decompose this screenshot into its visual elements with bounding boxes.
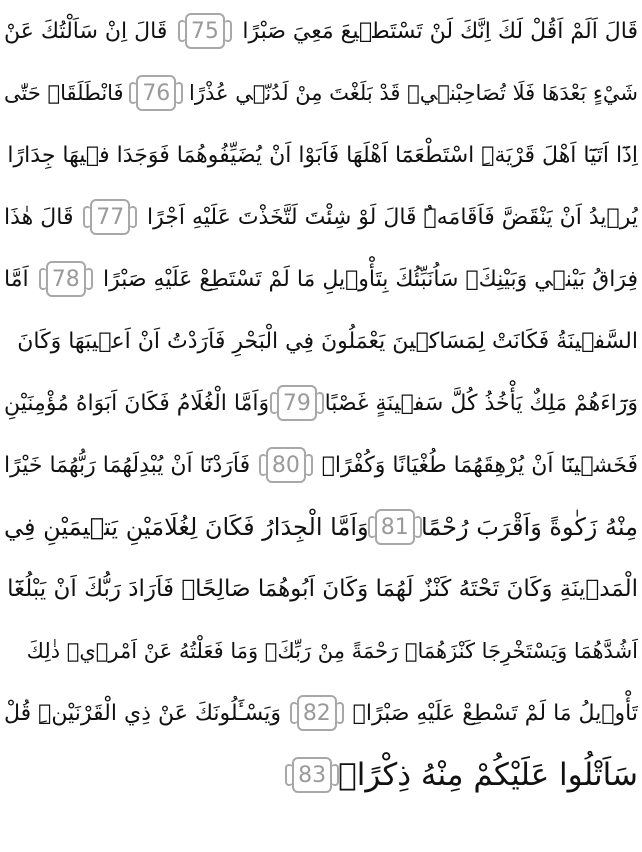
verse-line bbox=[4, 620, 638, 682]
verse-text: وَاَمَّا الْغُلَامُ فَكَانَ اَبَوَاهُ مُؤْمِنَيْنِ bbox=[4, 390, 270, 416]
verse-text: يُر۪يدُ اَنْ يَنْقَضَّ فَاَقَامَهُۜ قَالَ لَوْ شِئْتَ لَتَّخَذْتَ عَلَيْهِ اَجْرًا bbox=[147, 204, 638, 230]
verse-text: فِرَاقُ بَيْن۪ي وَبَيْنِكَۚ سَاُنَبِّئُكَ بِتَأْو۪يلِ مَا لَمْ تَسْتَطِعْ عَلَيْهِ صَبْرًا bbox=[102, 266, 638, 292]
verse-text: فَخَش۪ينَٓا اَنْ يُرْهِقَهُمَا طُغْيَانًا وَكُفْرًاۚ bbox=[321, 452, 638, 478]
verse-line bbox=[4, 0, 638, 62]
ayah-number-marker: 77 bbox=[90, 199, 130, 235]
verse-text: فَاَرَدْنَٓا اَنْ يُبْدِلَهُمَا رَبُّهُمَا خَيْرًا bbox=[4, 452, 251, 478]
verse-text: اِذَٓا اَتَيَٓا اَهْلَ قَرْيَةِۨ اسْتَطْعَمَٓا اَهْلَهَا فَاَبَوْا اَنْ يُضَيِّفُوهُمَا فَوَجَدَا ف۪يهَا جِدَارًا bbox=[7, 142, 638, 168]
verse-text: تَأْو۪يلُ مَا لَمْ تَسْطِعْ عَلَيْهِ صَبْرًاۜ bbox=[352, 700, 638, 726]
ayah-number-marker: 82 bbox=[297, 695, 337, 731]
verse-text: وَاَمَّا الْجِدَارُ فَكَانَ لِغُلَامَيْنِ يَت۪يمَيْنِ فِي bbox=[4, 513, 369, 541]
verse-text: السَّف۪ينَةُ فَكَانَتْ لِمَسَاك۪ينَ يَعْمَلُونَ فِي الْبَحْرِ فَاَرَدْتُ اَنْ اَع۪يبَهَا وَكَانَ bbox=[17, 328, 638, 354]
verse-line bbox=[4, 248, 638, 310]
verse-text: قَالَ هٰذَا bbox=[4, 204, 74, 230]
verse-line bbox=[4, 744, 638, 806]
verse-line bbox=[4, 310, 638, 372]
verse-line bbox=[4, 558, 638, 620]
verse-text: فَانْطَلَقَا۠ حَتّٰى bbox=[4, 81, 124, 105]
verse-line bbox=[4, 62, 638, 124]
ayah-number-marker: 79 bbox=[277, 385, 317, 421]
verse-text: الْمَد۪ينَةِ وَكَانَ تَحْتَهُ كَنْزٌ لَهُمَا وَكَانَ اَبُوهُمَا صَالِحًاۚ فَاَرَادَ رَبُّكَ اَنْ يَبْلُغَٓا bbox=[7, 576, 638, 602]
ayah-number-marker: 80 bbox=[266, 447, 306, 483]
verse-text: قَالَ اَلَمْ اَقُلْ لَكَ اِنَّكَ لَنْ تَسْتَط۪يعَ مَعِيَ صَبْرًا bbox=[242, 18, 638, 44]
ayah-number-marker: 75 bbox=[185, 13, 225, 49]
verse-line bbox=[4, 186, 638, 248]
verse-text: وَيَسْـَٔلُونَكَ عَنْ ذِي الْقَرْنَيْنِۜ قُلْ bbox=[4, 700, 281, 726]
verse-line bbox=[4, 372, 638, 434]
verse-line bbox=[4, 682, 638, 744]
verse-text: سَاَتْلُوا عَلَيْكُمْ مِنْهُ ذِكْرًاۜ bbox=[338, 757, 638, 793]
verse-line bbox=[4, 434, 638, 496]
verse-text: اَمَّا bbox=[4, 266, 29, 292]
verse-text: وَرَٓاءَهُمْ مَلِكٌ يَأْخُذُ كُلَّ سَف۪ينَةٍ غَصْبًا bbox=[324, 390, 638, 416]
verse-text: شَيْءٍ بَعْدَهَا فَلَا تُصَاحِبْن۪يۚ قَدْ بَلَغْتَ مِنْ لَدُنّ۪ي عُذْرًا bbox=[189, 81, 638, 105]
verse-text: اَشُدَّهُمَا وَيَسْتَخْرِجَا كَنْزَهُمَاۗ رَحْمَةً مِنْ رَبِّكَۚ وَمَا فَعَلْتُهُ عَنْ اَمْر۪يۜ ذٰلِكَ bbox=[26, 639, 638, 663]
ayah-number-marker: 83 bbox=[292, 757, 332, 793]
verse-line bbox=[4, 124, 638, 186]
verse-text: قَالَ اِنْ سَاَلْتُكَ عَنْ bbox=[4, 18, 168, 44]
verse-text: مِنْهُ زَكٰوةً وَاَقْرَبَ رُحْمًا bbox=[420, 513, 638, 541]
verse-line bbox=[4, 496, 638, 558]
ayah-number-marker: 81 bbox=[375, 509, 415, 545]
ayah-number-marker: 76 bbox=[136, 75, 176, 111]
ayah-number-marker: 78 bbox=[46, 261, 86, 297]
